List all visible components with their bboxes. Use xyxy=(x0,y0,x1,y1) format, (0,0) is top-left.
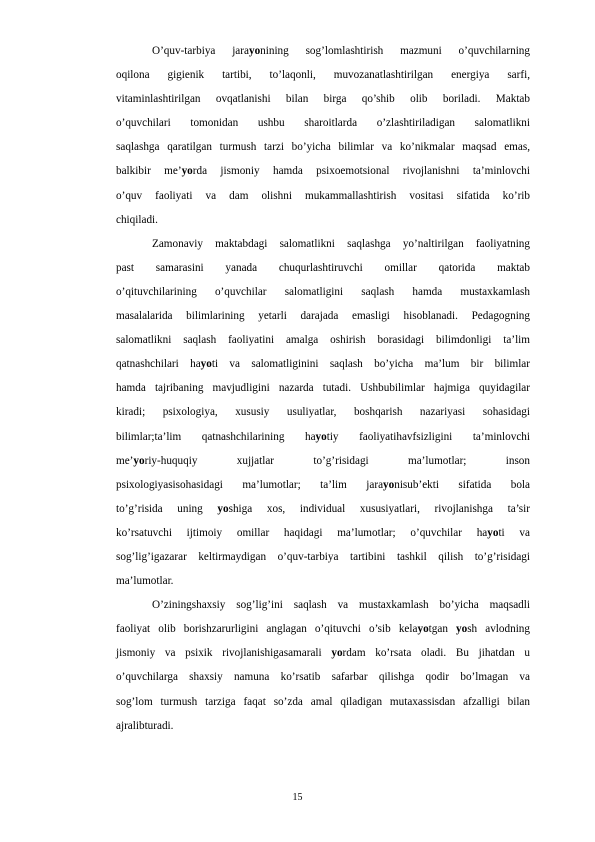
text-line: O’quv-tarbiya jarayonining sog’lomlashtirish mazmuni o’quvchilarning xyxy=(152,45,530,57)
paragraph xyxy=(116,593,530,738)
text-line: saqlashga qaratilgan turmush tarzi bo’yicha bilimlar va ko’nikmalar maqsad emas, xyxy=(116,141,530,154)
text-line: ma’lumotlar. xyxy=(116,575,174,588)
text-line: chiqiladi. xyxy=(116,213,158,226)
text-line: o’quv faoliyati va dam olishni mukammallashtirish vositasi sifatida ko’rib xyxy=(116,189,530,202)
text-line: sog’lom turmush tarziga faqat so’zda amal qiladigan mutaxassisdan afzalligi bilan xyxy=(116,695,530,708)
text-line: vitaminlashtirilgan ovqatlanishi bilan birga qo’shib olib boriladi. Maktab xyxy=(116,93,530,106)
text-line: me’yoriy-huquqiy xujjatlar to’g’risidagi ma’lumotlar; inson xyxy=(116,454,530,467)
text-line: jismoniy va psixik rivojlanishigasamarali yordam ko’rsata oladi. Bu jihatdan u xyxy=(116,647,530,660)
text-line: psixologiyasisohasidagi ma’lumotlar; ta’lim jarayonisub’ekti sifatida bola xyxy=(116,478,531,491)
text-line: bilimlar;ta’lim qatnashchilarining hayotiy faoliyatihavfsizligini ta’minlovchi xyxy=(116,430,530,443)
page-number: 15 xyxy=(292,792,303,803)
text-line: to’g’risida uning yoshiga xos, individual xususiyatlari, rivojlanishga ta’sir xyxy=(116,502,530,515)
text-line: o’qituvchilarining o’quvchilar salomatligini saqlash hamda mustaxkamlash xyxy=(116,285,530,298)
text-line: kiradi; psixologiya, xususiy usuliyatlar, boshqarish nazariyasi sohasidagi xyxy=(116,406,530,419)
paragraph xyxy=(116,39,530,232)
text-line: faoliyat olib borishzarurligini anglagan o’qituvchi o’sib kelayotgan yosh avlodning xyxy=(116,623,530,636)
text-line: hamda tajribaning mavjudligini nazarda tutadi. Ushbubilimlar hajmiga quyidagilar xyxy=(116,382,530,395)
text-line: oqilona gigienik tartibi, to’laqonli, muvozanatlashtirilgan energiya sarfi, xyxy=(116,69,530,82)
text-line: salomatlikni saqlash faoliyatini amalga oshirish borasidagi bilimdonligi ta’lim xyxy=(116,334,530,347)
text-line: ajralibturadi. xyxy=(116,719,174,732)
paragraph xyxy=(116,232,530,593)
text-line: O’ziningshaxsiy sog’lig’ini saqlash va mustaxkamlash bo’yicha maqsadli xyxy=(152,599,530,612)
text-line: balkibir me’yorda jismoniy hamda psixoemotsional rivojlanishni ta’minlovchi xyxy=(116,165,530,178)
text-line: o’quvchilari tomonidan ushbu sharoitlarda o’zlashtiriladigan salomatlikni xyxy=(116,117,530,130)
text-line: past samarasini yanada chuqurlashtiruvchi omillar qatorida maktab xyxy=(116,261,530,274)
text-line: o’quvchilarga shaxsiy namuna ko’rsatib safarbar qilishga qodir bo’lmagan va xyxy=(116,671,530,684)
text-line: masalalarida bilimlarining yetarli darajada emasligi hisoblanadi. Pedagogning xyxy=(116,310,530,323)
text-line: qatnashchilari hayoti va salomatliginini saqlash bo’yicha ma’lum bir bilimlar xyxy=(116,358,530,371)
text-line: Zamonaviy maktabdagi salomatlikni saqlashga yo’naltirilgan faoliyatning xyxy=(152,237,530,250)
text-line: sog’lig’igazarar keltirmaydigan o’quv-tarbiya tartibini tashkil qilish to’g’risidagi xyxy=(116,550,530,563)
body-text xyxy=(116,39,530,738)
text-line: ko’rsatuvchi ijtimoiy omillar haqidagi ma’lumotlar; o’quvchilar hayoti va xyxy=(116,526,530,539)
